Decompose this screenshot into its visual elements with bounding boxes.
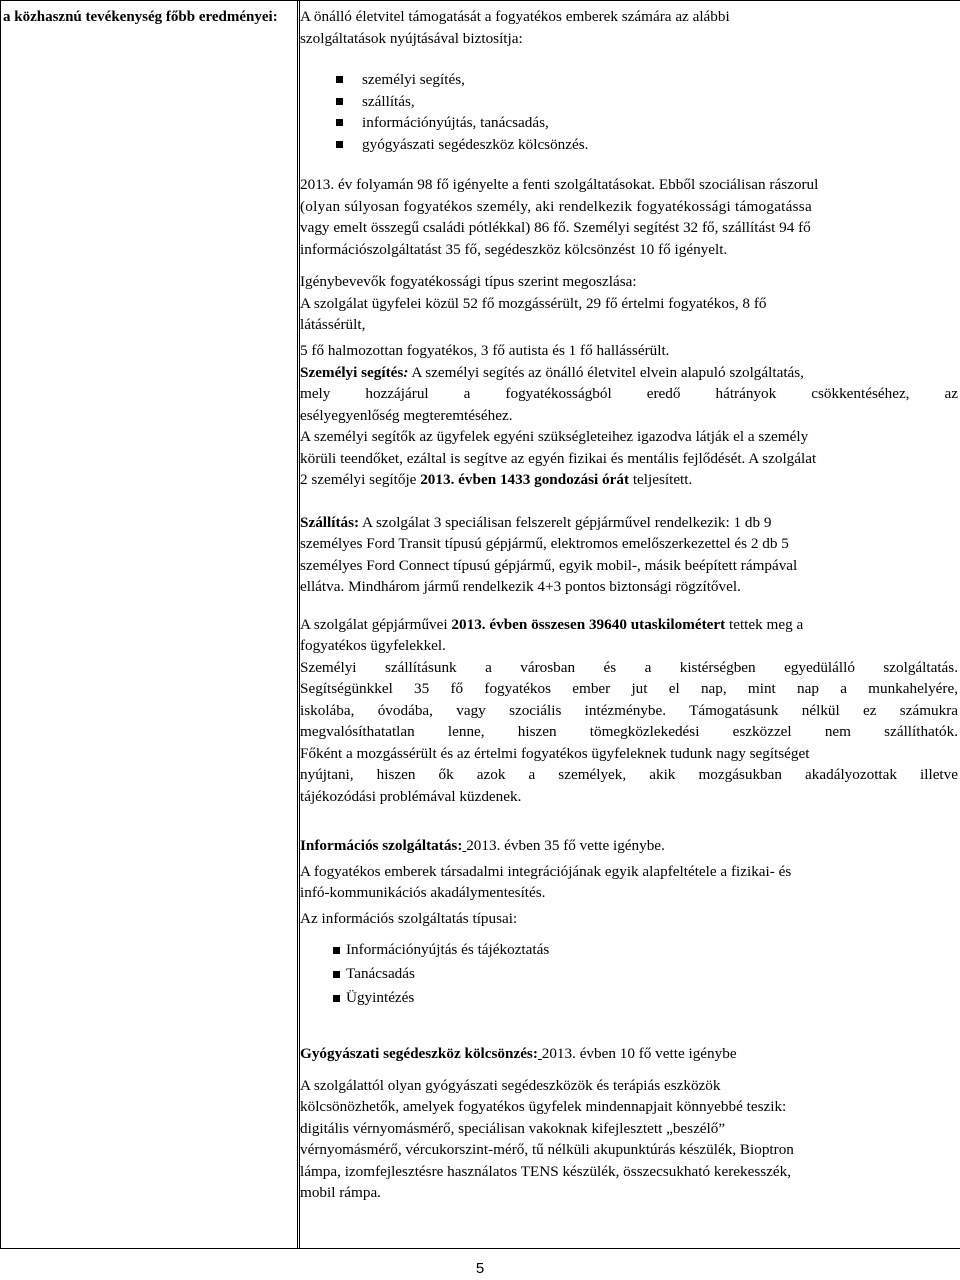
list-item: Információnyújtás és tájékoztatás: [300, 939, 958, 963]
section-heading: Szállítás:: [300, 513, 360, 531]
square-bullet-icon: [336, 98, 343, 105]
list-item: szállítás,: [300, 91, 958, 113]
intro-paragraph: [300, 6, 958, 49]
distribution-heading: Igénybevevők fogyatékossági típus szerint megoszlása:: [300, 273, 637, 290]
table-bottom-border: [0, 1248, 960, 1249]
transport-section: Szállítás: A szolgálat 3 speciálisan felszerelt gépjárművel rendelkezik: 1 db 9 személyes Ford Transit típusú gépjármű, elektromos emelőszerkezettel és 2 db 5 személyes Ford Connect típusú gépjármű, egyik mobil-, másik beépített rámpával ellátva. Mindhárom jármű rendelkezik 4+3 pontos biztonsági rögzítővel. A szolgálat gépjárművei 2013. évben összesen 39640 utaskilométert tettek meg a fogyatékos ügyfelekkel. Személyi szállításunk a városban és a kistérségben egyedülálló szolgáltatás. Segítségünkkel 35 fő fogyatékos ember jut el nap, mint nap a munkahelyére, iskolába, óvodába, vagy szociális intézménybe. Támogatásunk nélkül ez számukra megvalósíthatatlan lenne, hiszen tömegközlekedési eszközzel nem szállíthatók. Főként a mozgássérült és az értelmi fogyatékos ügyfeleknek tudunk nagy segítséget nyújtani, hiszen ők azok a személyek, akik mozgásukban akadályozottak illetve tájékozódási problémával küzdenek.: [300, 513, 958, 805]
section-heading: Információs szolgáltatás:: [300, 837, 463, 854]
section-heading: Személyi segítés: [300, 363, 404, 381]
services-list: [300, 69, 958, 155]
square-bullet-icon: [336, 76, 343, 83]
table-left-border: [0, 0, 1, 1249]
column-divider: [297, 0, 298, 1249]
distribution-paragraph: Igénybevevők fogyatékossági típus szerint megoszlása: A szolgálat ügyfelei közül 52 fő mozgássérült, 29 fő értelmi fogyatékos, 8 fő látássérült, 5 fő halmozottan fogyatékos, 3 fő autista és 1 fő hallássérült.: [300, 271, 958, 362]
table-top-border: [0, 0, 960, 1]
square-bullet-icon: [336, 119, 343, 126]
list-item: gyógyászati segédeszköz kölcsönzés.: [300, 134, 958, 156]
list-item: Tanácsadás: [300, 963, 958, 987]
intro-line: A önálló életvitel támogatását a fogyatékos emberek számára az alábbi: [300, 8, 730, 25]
section-heading: Gyógyászati segédeszköz kölcsönzés: [300, 1045, 533, 1062]
intro-line: szolgáltatások nyújtásával biztosítja:: [300, 29, 523, 47]
information-section: Információs szolgáltatás: 2013. évben 35 fő vette igénybe. A fogyatékos emberek társadalmi integrációjának egyik alapfeltétele a fizikai- és infó-kommunikációs akadálymentesítés. Az információs szolgáltatás típusai: Információnyújtás és tájékoztatás Tanácsadás Ügyintézés: [300, 835, 958, 1011]
page-number: 5: [475, 1260, 485, 1277]
info-types-list: [300, 939, 958, 1011]
list-item: személyi segítés,: [300, 69, 958, 91]
list-item: Ügyintézés: [300, 987, 958, 1011]
medical-aids-section: Gyógyászati segédeszköz kölcsönzés: 2013. évben 10 fő vette igénybe A szolgálattól olyan gyógyászati segédeszközök és terápiás eszközök kölcsönözhetők, amelyek fogyatékos ügyfelek mindennapjait könnyebbé teszik: digitális vérnyomásmérő, speciálisan vakoknak kifejlesztett „beszélő” vérnyomásmérő, vércukorszint-mérő, tű nélküli akupunktúrás készülék, Bioptron lámpa, izomfejlesztésre használatos TENS készülék, összecsukható kerekesszék, mobil rámpa.: [300, 1045, 794, 1201]
personal-assistance-section: Személyi segítés: A személyi segítés az önálló életvitel elvein alapuló szolgáltatás, mely hozzájárul a fogyatékosságból eredő hátrányok csökkentéséhez, az esélyegyenlőség megteremtéséhez. A személyi segítők az ügyfelek egyéni szükségleteihez igazodva látják el a személy körüli teendőket, ezáltal is segítve az egyén fizikai és mentális fejlődését. A szolgálat 2 személyi segítője 2013. évben 1433 gondozási órát teljesített.: [300, 363, 958, 488]
square-bullet-icon: [333, 947, 340, 954]
row-label: a közhasznú tevékenység főbb eredményei:: [3, 9, 278, 25]
list-item: információnyújtás, tanácsadás,: [300, 112, 958, 134]
square-bullet-icon: [333, 971, 340, 978]
stats-paragraph: 2013. év folyamán 98 fő igényelte a fenti szolgáltatásokat. Ebből szociálisan rászorul (olyan súlyosan fogyatékos személy, aki rendelkezik fogyatékossági támogatássa vagy emelt összegű családi pótlékkal) 86 fő. Személyi segítést 32 fő, szállítást 94 fő információszolgáltatást 35 fő, segédeszköz kölcsönzést 10 fő igényelt.: [300, 176, 819, 258]
square-bullet-icon: [333, 995, 340, 1002]
content-cell: [300, 6, 958, 1204]
square-bullet-icon: [336, 141, 343, 148]
